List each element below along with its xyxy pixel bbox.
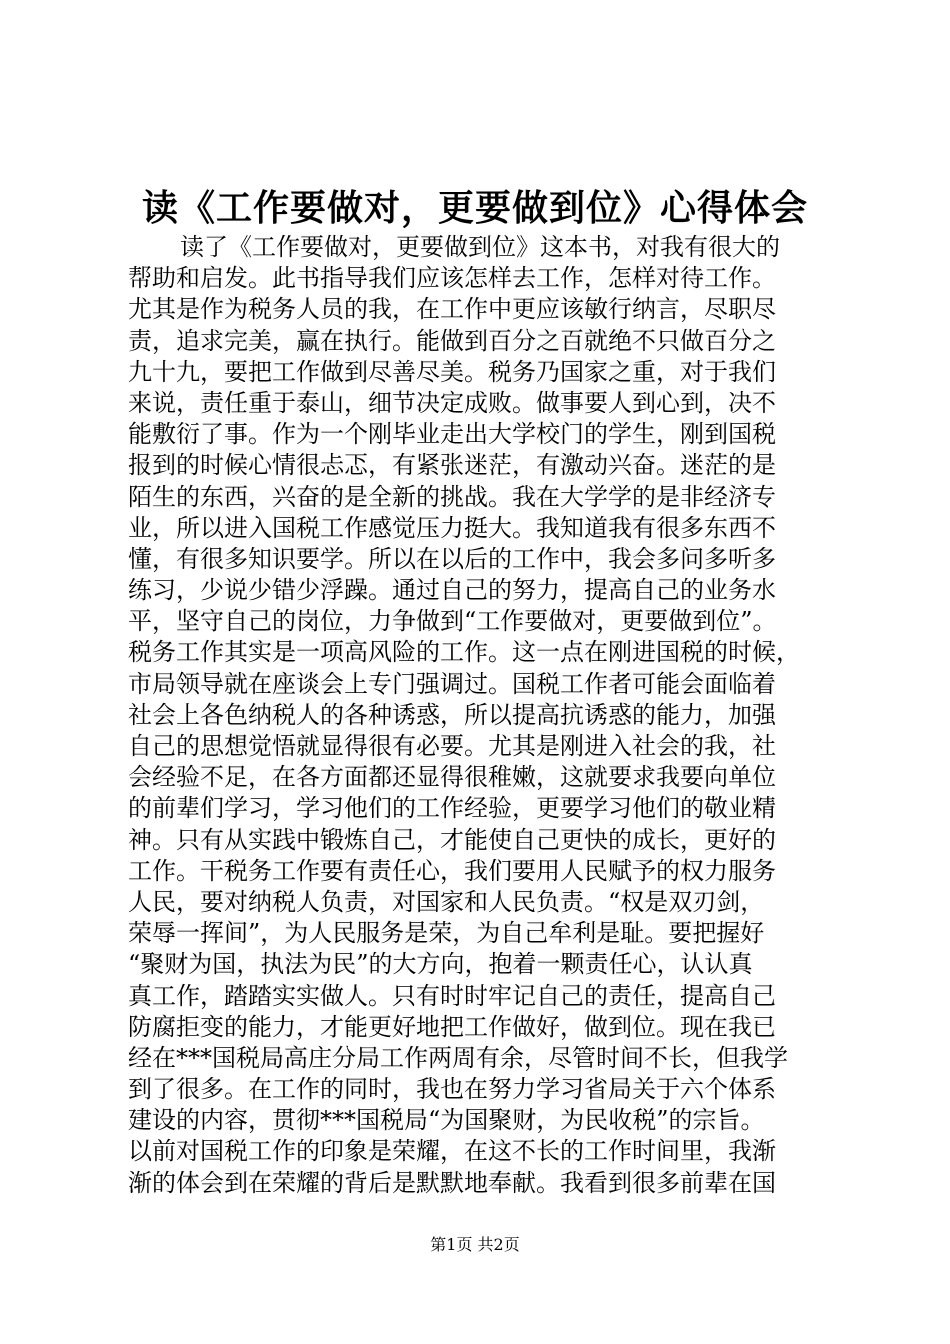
body-line: 防腐拒变的能力，才能更好地把工作做好，做到位。现在我已 [128, 1012, 776, 1041]
body-line: 尤其是作为税务人员的我，在工作中更应该敏行纳言，尽职尽 [128, 295, 776, 324]
body-line: 建设的内容，贯彻***国税局“为国聚财，为民收税”的宗旨。 [128, 1106, 765, 1135]
body-line: 九十九，要把工作做到尽善尽美。税务乃国家之重，对于我们 [128, 357, 776, 386]
body-line: 真工作，踏踏实实做人。只有时时牢记自己的责任，提高自己 [128, 981, 776, 1010]
body-line: 以前对国税工作的印象是荣耀，在这不长的工作时间里，我渐 [128, 1137, 776, 1166]
body-line: 报到的时候心情很忐忑，有紧张迷茫，有激动兴奋。迷茫的是 [128, 451, 776, 480]
body-line: 帮助和启发。此书指导我们应该怎样去工作，怎样对待工作。 [128, 264, 776, 293]
body-line: 到了很多。在工作的同时，我也在努力学习省局关于六个体系 [128, 1075, 776, 1104]
body-line: 练习，少说少错少浮躁。通过自己的努力，提高自己的业务水 [128, 576, 776, 605]
document-body [128, 232, 848, 1199]
body-line: 神。只有从实践中锻炼自己，才能使自己更快的成长，更好的 [128, 825, 776, 854]
body-line: 渐的体会到在荣耀的背后是默默地奉献。我看到很多前辈在国 [128, 1168, 776, 1197]
body-line: 自己的思想觉悟就显得很有必要。尤其是刚进入社会的我，社 [128, 732, 776, 760]
body-line: 的前辈们学习，学习他们的工作经验，更要学习他们的敬业精 [128, 794, 776, 823]
body-line: 陌生的东西，兴奋的是全新的挑战。我在大学学的是非经济专 [128, 482, 776, 511]
body-line: 荣辱一挥间”，为人民服务是荣，为自己牟利是耻。要把握好 [128, 919, 765, 948]
body-line: 平，坚守自己的岗位，力争做到“工作要做对，更要做到位”。 [128, 607, 777, 636]
body-line: 税务工作其实是一项高风险的工作。这一点在刚进国税的时候， [128, 638, 800, 667]
body-line: 能敷衍了事。作为一个刚毕业走出大学校门的学生，刚到国税 [128, 420, 776, 449]
body-line: 市局领导就在座谈会上专门强调过。国税工作者可能会面临着 [128, 669, 776, 698]
body-line: 会经验不足，在各方面都还显得很稚嫩，这就要求我要向单位 [128, 763, 776, 792]
body-line: 人民，要对纳税人负责，对国家和人民负责。“权是双刃剑， [128, 887, 765, 916]
body-line: 责，追求完美，赢在执行。能做到百分之百就绝不只做百分之 [128, 326, 776, 355]
body-line: 工作。干税务工作要有责任心，我们要用人民赋予的权力服务 [128, 856, 776, 885]
body-line: 业，所以进入国税工作感觉压力挺大。我知道我有很多东西不 [128, 513, 776, 542]
body-line: 经在***国税局高庄分局工作两周有余，尽管时间不长，但我学 [128, 1043, 788, 1072]
document-title: 读《工作要做对，更要做到位》心得体会 [141, 187, 808, 229]
body-line: 读了《工作要做对，更要做到位》这本书，对我有很大的 [180, 233, 780, 261]
body-line: 懂，有很多知识要学。所以在以后的工作中，我会多问多听多 [128, 544, 776, 573]
body-line: 来说，责任重于泰山，细节决定成败。做事要人到心到，决不 [128, 388, 776, 417]
body-line: “聚财为国，执法为民”的大方向，抱着一颗责任心，认认真 [128, 950, 753, 979]
page-number-footer: 第1页 共2页 [430, 1235, 520, 1254]
body-line: 社会上各色纳税人的各种诱惑，所以提高抗诱惑的能力，加强 [128, 700, 776, 729]
